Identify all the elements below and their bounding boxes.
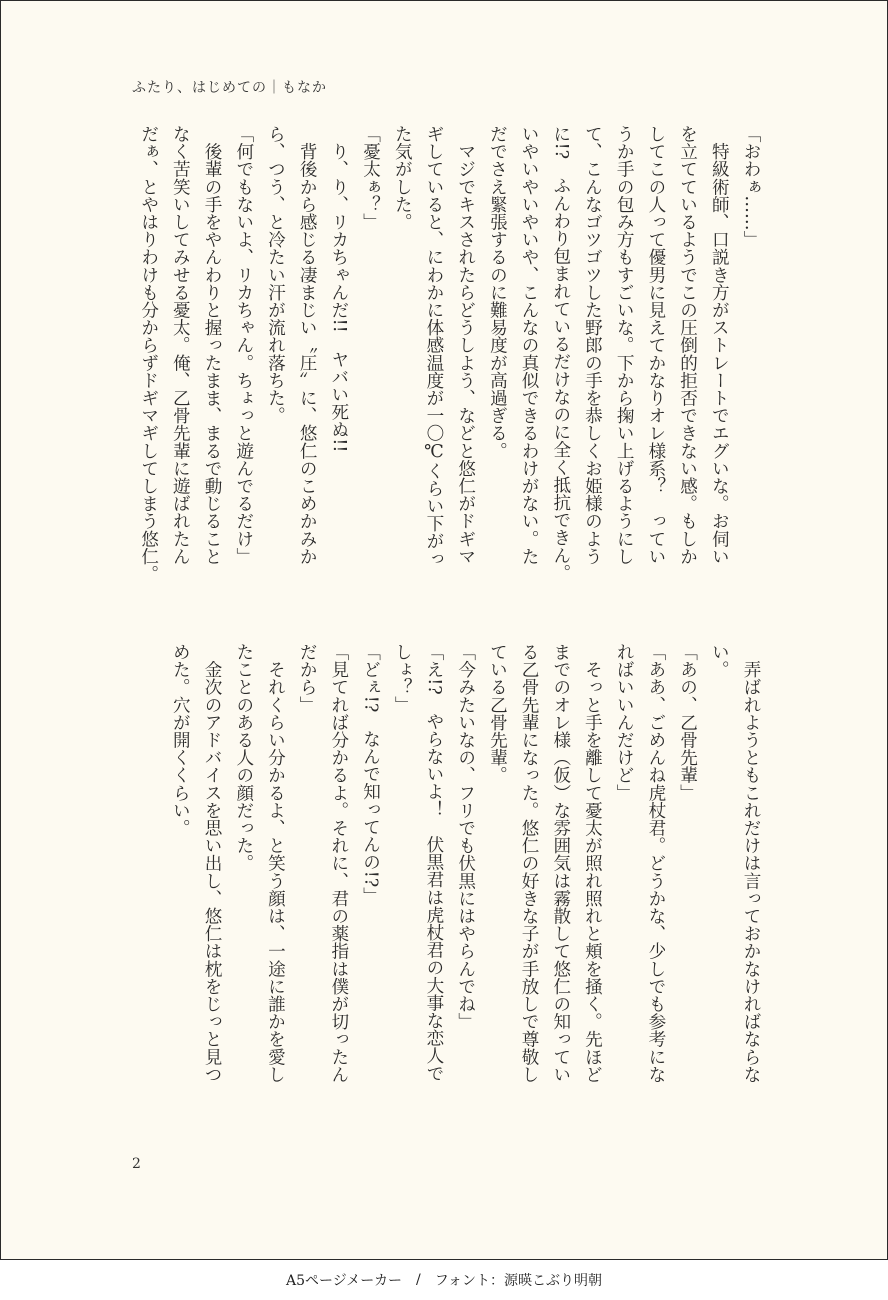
text-line: 「見てれば分かるよ。それに、君の薬指は僕が切ったん (328, 643, 349, 1083)
text-line: 金次のアドバイスを思い出し、悠仁は枕をじっと見つ (202, 643, 223, 1083)
text-line: だぁ、とやはりわけも分からずドギマギしてしまう悠仁。 (138, 125, 159, 583)
text-line: までのオレ様（仮）な雰囲気は霧散して悠仁の知ってい (550, 643, 571, 1083)
text-line: 「あの、乙骨先輩」 (677, 643, 698, 802)
text-line: なく苦笑いしてみせる憂太。俺、乙骨先輩に遊ばれたん (170, 125, 191, 565)
text-line: たことのある人の顔だった。 (233, 643, 254, 872)
text-line: だでさえ緊張するのに難易度が高過ぎる。 (487, 125, 508, 460)
text-line: ている乙骨先輩。 (487, 643, 508, 784)
text-line: 「憂太ぁ？」 (360, 125, 381, 231)
text-line: り、り、リカちゃんだ!! ヤバい死ぬ!! (328, 125, 349, 453)
text-line: 特級術師、口説き方がストレートでエグいな。お伺い (709, 125, 730, 565)
text-line: た気がした。 (392, 125, 413, 231)
page-number: 2 (132, 1156, 141, 1172)
text-line: 「ああ、ごめんね虎杖君。どうかな、少しでも参考にな (645, 643, 666, 1083)
text-line: に!? ふんわり包まれているだけなのに全く抵抗できん。 (550, 125, 571, 582)
footer-tool-name: A5ページメーカー (285, 1273, 402, 1289)
text-line: 後輩の手をやんわりと握ったまま、まるで動じること (202, 125, 223, 565)
text-line: て、こんなゴツゴツした野郎の手を恭しくお姫様のよう (582, 125, 603, 565)
text-block-upper (126, 125, 766, 605)
footer-separator: / (416, 1272, 421, 1288)
running-header: ふたり、はじめての｜もなか (132, 80, 327, 96)
text-line: そっと手を離して憂太が照れ照れと頬を掻く。先ほど (582, 643, 603, 1083)
text-line: いやいやいやいや、こんなの真似できるわけがない。た (519, 125, 540, 565)
text-line: 「何でもないよ、リカちゃん。ちょっと遊んでるだけ」 (233, 125, 254, 565)
text-line: めた。穴が開くくらい。 (170, 643, 191, 837)
text-line: い。 (709, 643, 730, 679)
text-line: ら、つう、と冷たい汗が流れ落ちた。 (265, 125, 286, 425)
text-line: マジでキスされたらどうしよう、などと悠仁がドギマ (455, 125, 476, 565)
text-line: 「え!? やらないよ！ 伏黒君は虎杖君の大事な恋人で (423, 643, 444, 1082)
text-line: 「どぇ!? なんで知ってんの!?」 (360, 643, 381, 905)
text-line: 「今みたいなの、フリでも伏黒にはやらんでね」 (455, 643, 476, 1031)
text-line: うか手の包み方もすごいな。下から掬い上げるようにし (614, 125, 635, 565)
text-line: 背後から感じる凄まじい〝圧〟に、悠仁のこめかみか (297, 125, 318, 565)
text-line: しょ？」 (392, 643, 413, 714)
text-line: る乙骨先輩になった。悠仁の好きな子が手放しで尊敬し (519, 643, 540, 1083)
text-line: 弄ばれようともこれだけは言っておかなければならな (741, 643, 761, 1083)
text-line: してこの人って優男に見えてかなりオレ様系？ ってい (645, 125, 666, 565)
footer-font-credit: フォント：源暎こぶり明朝 (434, 1273, 603, 1289)
text-line: それくらい分かるよ、と笑う顔は、一途に誰かを愛し (265, 643, 286, 1083)
text-line: だから」 (297, 643, 318, 714)
text-block-lower (126, 643, 766, 1093)
text-line: 「おわぁ……」 (741, 125, 761, 249)
text-line: ればいいんだけど」 (614, 643, 635, 802)
text-line: を立てているようでこの圧倒的拒否できない感。もしか (677, 125, 698, 565)
text-line: ギしていると、にわかに体感温度が一〇℃くらい下がっ (423, 125, 444, 568)
footer-credit (0, 1260, 888, 1300)
